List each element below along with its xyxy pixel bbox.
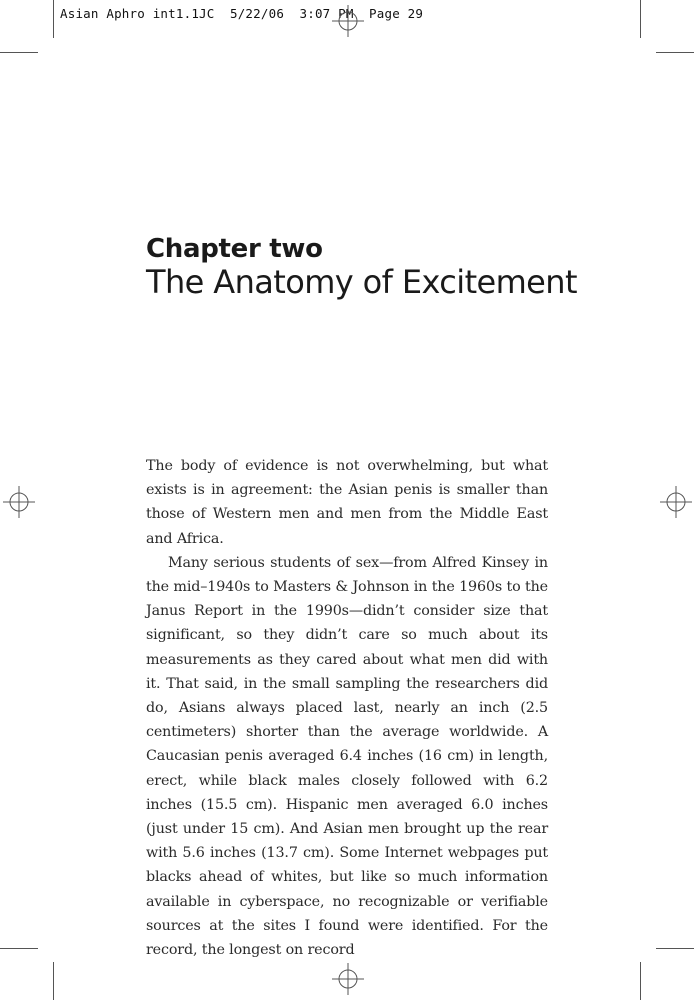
crop-mark-bottom-left-vertical	[53, 962, 54, 1000]
chapter-heading	[146, 232, 577, 302]
registration-mark-right-icon	[659, 485, 693, 519]
registration-mark-left-icon	[2, 485, 36, 519]
body-text	[146, 454, 548, 962]
registration-mark-bottom-icon	[331, 962, 365, 996]
chapter-label: Chapter two	[146, 234, 323, 264]
crop-mark-top-right-horizontal	[656, 52, 694, 53]
crop-mark-top-left-vertical	[53, 0, 54, 38]
crop-mark-bottom-left-horizontal	[0, 948, 38, 949]
crop-mark-top-left-horizontal	[0, 52, 38, 53]
registration-mark-top-icon	[331, 4, 365, 38]
crop-mark-top-right-vertical	[640, 0, 641, 38]
body-paragraph-2: Many serious students of sex—from Alfred Kinsey in the mid–1940s to Masters & Johnson in the 1960s to the Janus Report in the 1990s—didn’t consider size that significant, so they didn’t care so much about its measurements as they cared about what men did with it. That said, in the small sampling the researchers did do, Asians always placed last, nearly an inch (2.5 centimeters) shorter than the average worldwide. A Caucasian penis averaged 6.4 inches (16 cm) in length, erect, while black males closely followed with 6.2 inches (15.5 cm). Hispanic men averaged 6.0 inches (just under 15 cm). And Asian men brought up the rear with 5.6 inches (13.7 cm). Some Internet webpages put blacks ahead of whites, but like so much information available in cyberspace, no recognizable or verifiable sources at the sites I found were identified. For the record, the longest on record	[146, 554, 548, 959]
crop-mark-bottom-right-horizontal	[656, 948, 694, 949]
printer-slug-line: Asian Aphro int1.1JC 5/22/06 3:07 PM Page 29	[60, 6, 424, 21]
body-paragraph-1: The body of evidence is not overwhelming, but what exists is in agreement: the Asian penis is smaller than those of Western men and men from the Middle East and Africa.	[146, 458, 548, 547]
chapter-title: The Anatomy of Excitement	[146, 263, 577, 301]
crop-mark-bottom-right-vertical	[640, 962, 641, 1000]
